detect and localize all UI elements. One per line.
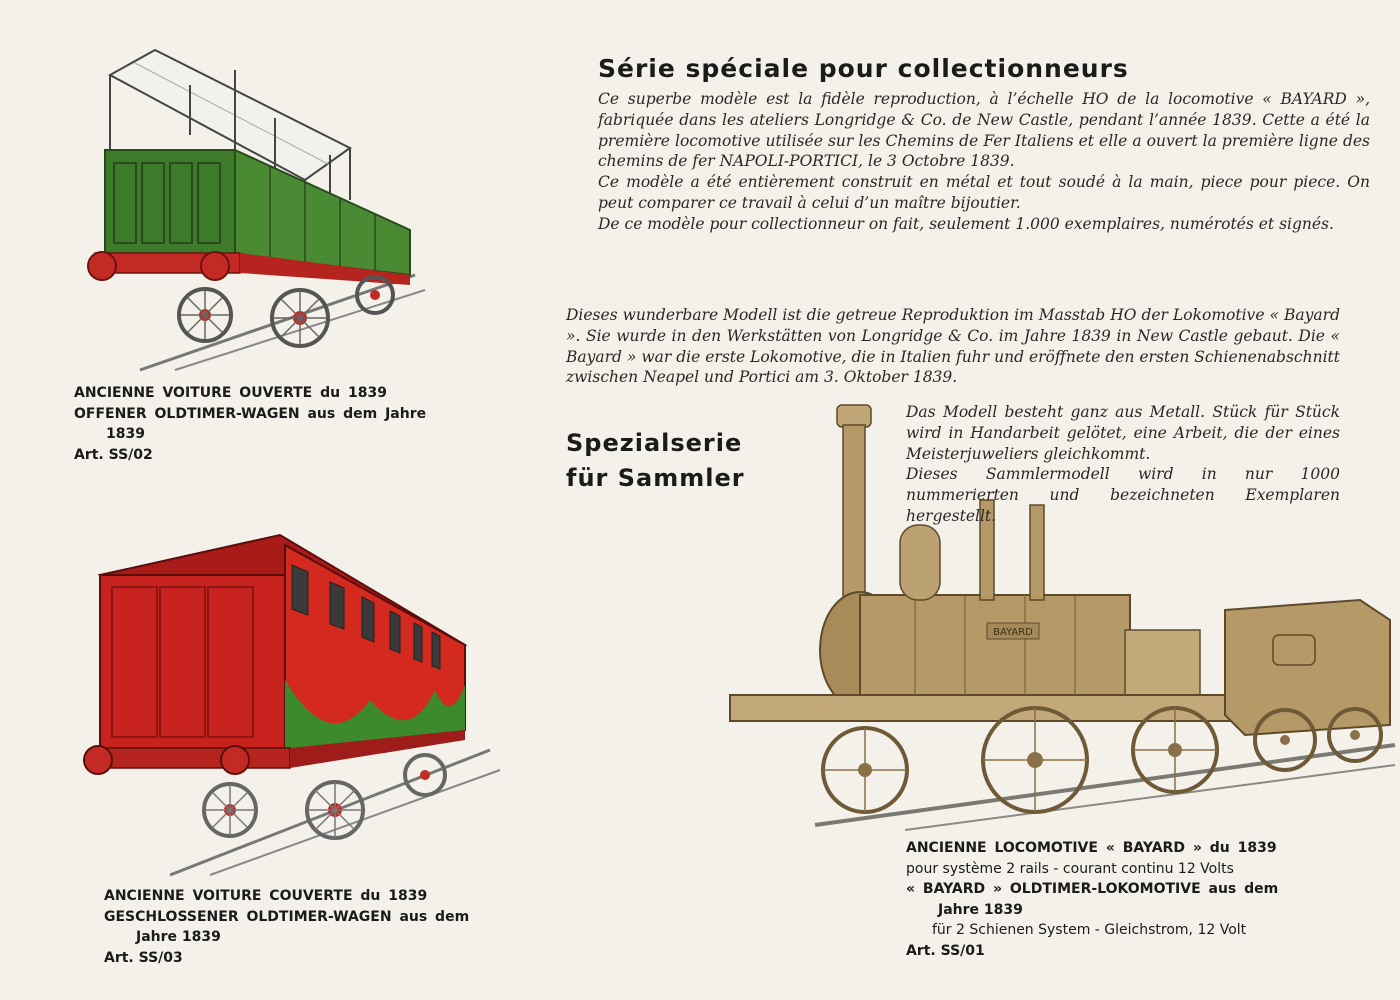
french-paragraph: De ce modèle pour collectionneur on fait, seulement 1.000 exemplaires, numérotés et signés. (598, 214, 1334, 233)
closed-car-caption (104, 886, 504, 968)
caption-line: 1839 (106, 426, 145, 442)
caption-line: Jahre 1839 (938, 901, 1023, 918)
open-car-illustration (80, 40, 440, 380)
locomotive-caption (906, 838, 1338, 961)
french-paragraph: Ce superbe modèle est la fidèle reproduction, à l’échelle HO de la locomotive « BAYARD », fabriquée dans les ateliers Longridge & Co. de New Castle, pendant l’année 1839. Cette a été la première locomotive utilisée sur les Chemins de Fer Italiens et elle a ouvert la première ligne des chemins de fer NAPOLI-PORTICI, le 3 Octobre 1839. (598, 90, 1370, 171)
caption-line: pour système 2 rails - courant continu 12 Volts (906, 860, 1234, 877)
locomotive-nameplate: BAYARD (993, 627, 1033, 638)
caption-line: OFFENER OLDTIMER-WAGEN aus dem Jahre (74, 405, 427, 422)
article-number: Art. SS/03 (104, 949, 183, 966)
caption-line: ANCIENNE LOCOMOTIVE « BAYARD » du 1839 (906, 840, 1277, 856)
german-heading-line: Spezialserie (566, 429, 743, 457)
german-heading-line: für Sammler (566, 464, 745, 492)
french-heading: Série spéciale pour collectionneurs (598, 54, 1129, 83)
caption-line: GESCHLOSSENER OLDTIMER-WAGEN aus dem (104, 908, 470, 925)
article-number: Art. SS/01 (906, 942, 985, 959)
closed-car-illustration (80, 525, 510, 885)
caption-line: Jahre 1839 (136, 929, 221, 945)
german-heading (566, 426, 745, 496)
caption-line: « BAYARD » OLDTIMER-LOKOMOTIVE aus dem (906, 881, 1279, 897)
caption-line: ANCIENNE VOITURE OUVERTE du 1839 (74, 385, 387, 401)
french-paragraph: Ce modèle a été entièrement construit en métal et tout soudé à la main, piece pour piece. On peut comparer ce travail à celui d’un maître bijoutier. (598, 173, 1370, 212)
german-paragraph-2: Das Modell besteht ganz aus Metall. Stück für Stück wird in Handarbeit gelötet, eine Arbeit, die der eines Meisterjuweliers gleichkommt. (906, 403, 1340, 463)
caption-line: für 2 Schienen System - Gleichstrom, 12 Volt (932, 922, 1247, 938)
french-description (598, 89, 1370, 235)
german-paragraph-3: Dieses Sammlermodell wird in nur 1000 nummerierten und bezeichneten Exemplaren hergestellt. (906, 465, 1340, 525)
open-car-caption (74, 383, 474, 465)
article-number: Art. SS/02 (74, 446, 153, 463)
german-paragraph-1: Dieses wunderbare Modell ist die getreue Reproduktion im Masstab HO der Lokomotive « Bayard ». Sie wurde in den Werkstätten von Longridge & Co. im Jahre 1839 in New Castle gebaut. Die « Bayard » war die erste Lokomotive, die in Italien fuhr und eröffnete den ersten Schienenabschnitt zwischen Neapel und Portici am 3. Oktober 1839. (566, 306, 1340, 387)
german-description (906, 402, 1340, 527)
caption-line: ANCIENNE VOITURE COUVERTE du 1839 (104, 888, 428, 904)
